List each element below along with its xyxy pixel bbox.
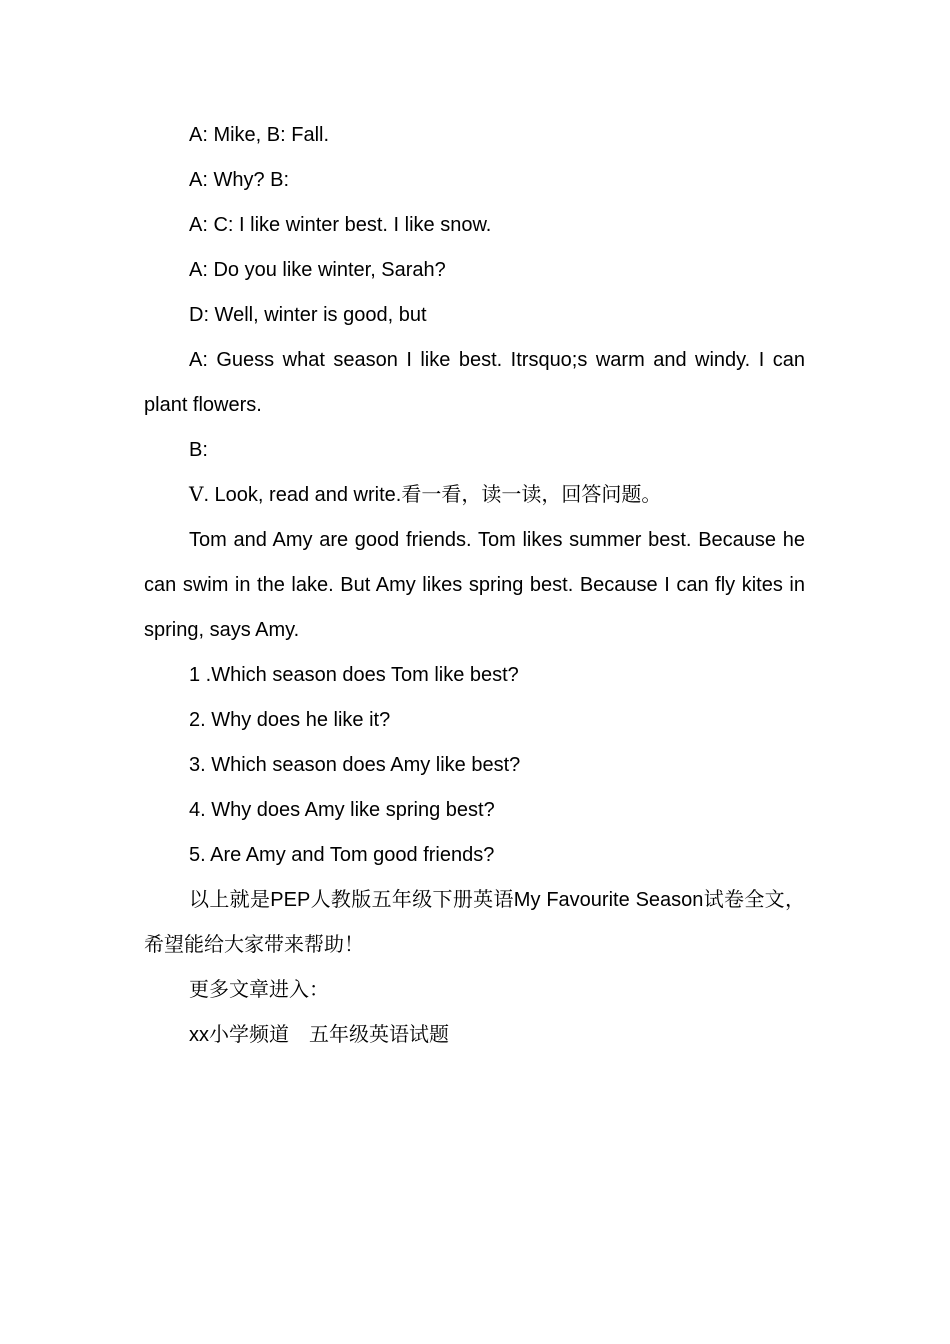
dialogue-line: A: Mike, B: Fall. [189, 124, 330, 146]
document-body [144, 113, 805, 1058]
related-links-line: xx小学频道 五年级英语试题 [189, 1024, 449, 1046]
dialogue-line: A: Guess what season I like best. Itrsquo;s warm and windy. I can plant flowers. [144, 349, 805, 416]
dialogue-line: A: Do you like winter, Sarah? [189, 259, 446, 281]
question-item: 2. Why does he like it? [189, 709, 391, 731]
dialogue-line: D: Well, winter is good, but [189, 304, 427, 326]
dialogue-line: A: C: I like winter best. I like snow. [189, 214, 492, 236]
more-articles-label: 更多文章进入： [189, 979, 329, 1001]
question-item: 3. Which season does Amy like best? [189, 754, 521, 776]
closing-paragraph: 以上就是PEP人教版五年级下册英语My Favourite Season试卷全文，希望能给大家带来帮助！ [144, 889, 805, 956]
section-heading: Ⅴ. Look, read and write.看一看，读一读，回答问题。 [189, 484, 662, 506]
question-item: 1 .Which season does Tom like best? [189, 664, 519, 686]
reading-passage: Tom and Amy are good friends. Tom likes summer best. Because he can swim in the lake. But Amy likes spring best. Because I can fly kites in spring, says Amy. [144, 529, 805, 641]
question-item: 5. Are Amy and Tom good friends? [189, 844, 495, 866]
dialogue-line: B: [189, 439, 208, 461]
dialogue-line: A: Why? B: [189, 169, 290, 191]
question-item: 4. Why does Amy like spring best? [189, 799, 495, 821]
